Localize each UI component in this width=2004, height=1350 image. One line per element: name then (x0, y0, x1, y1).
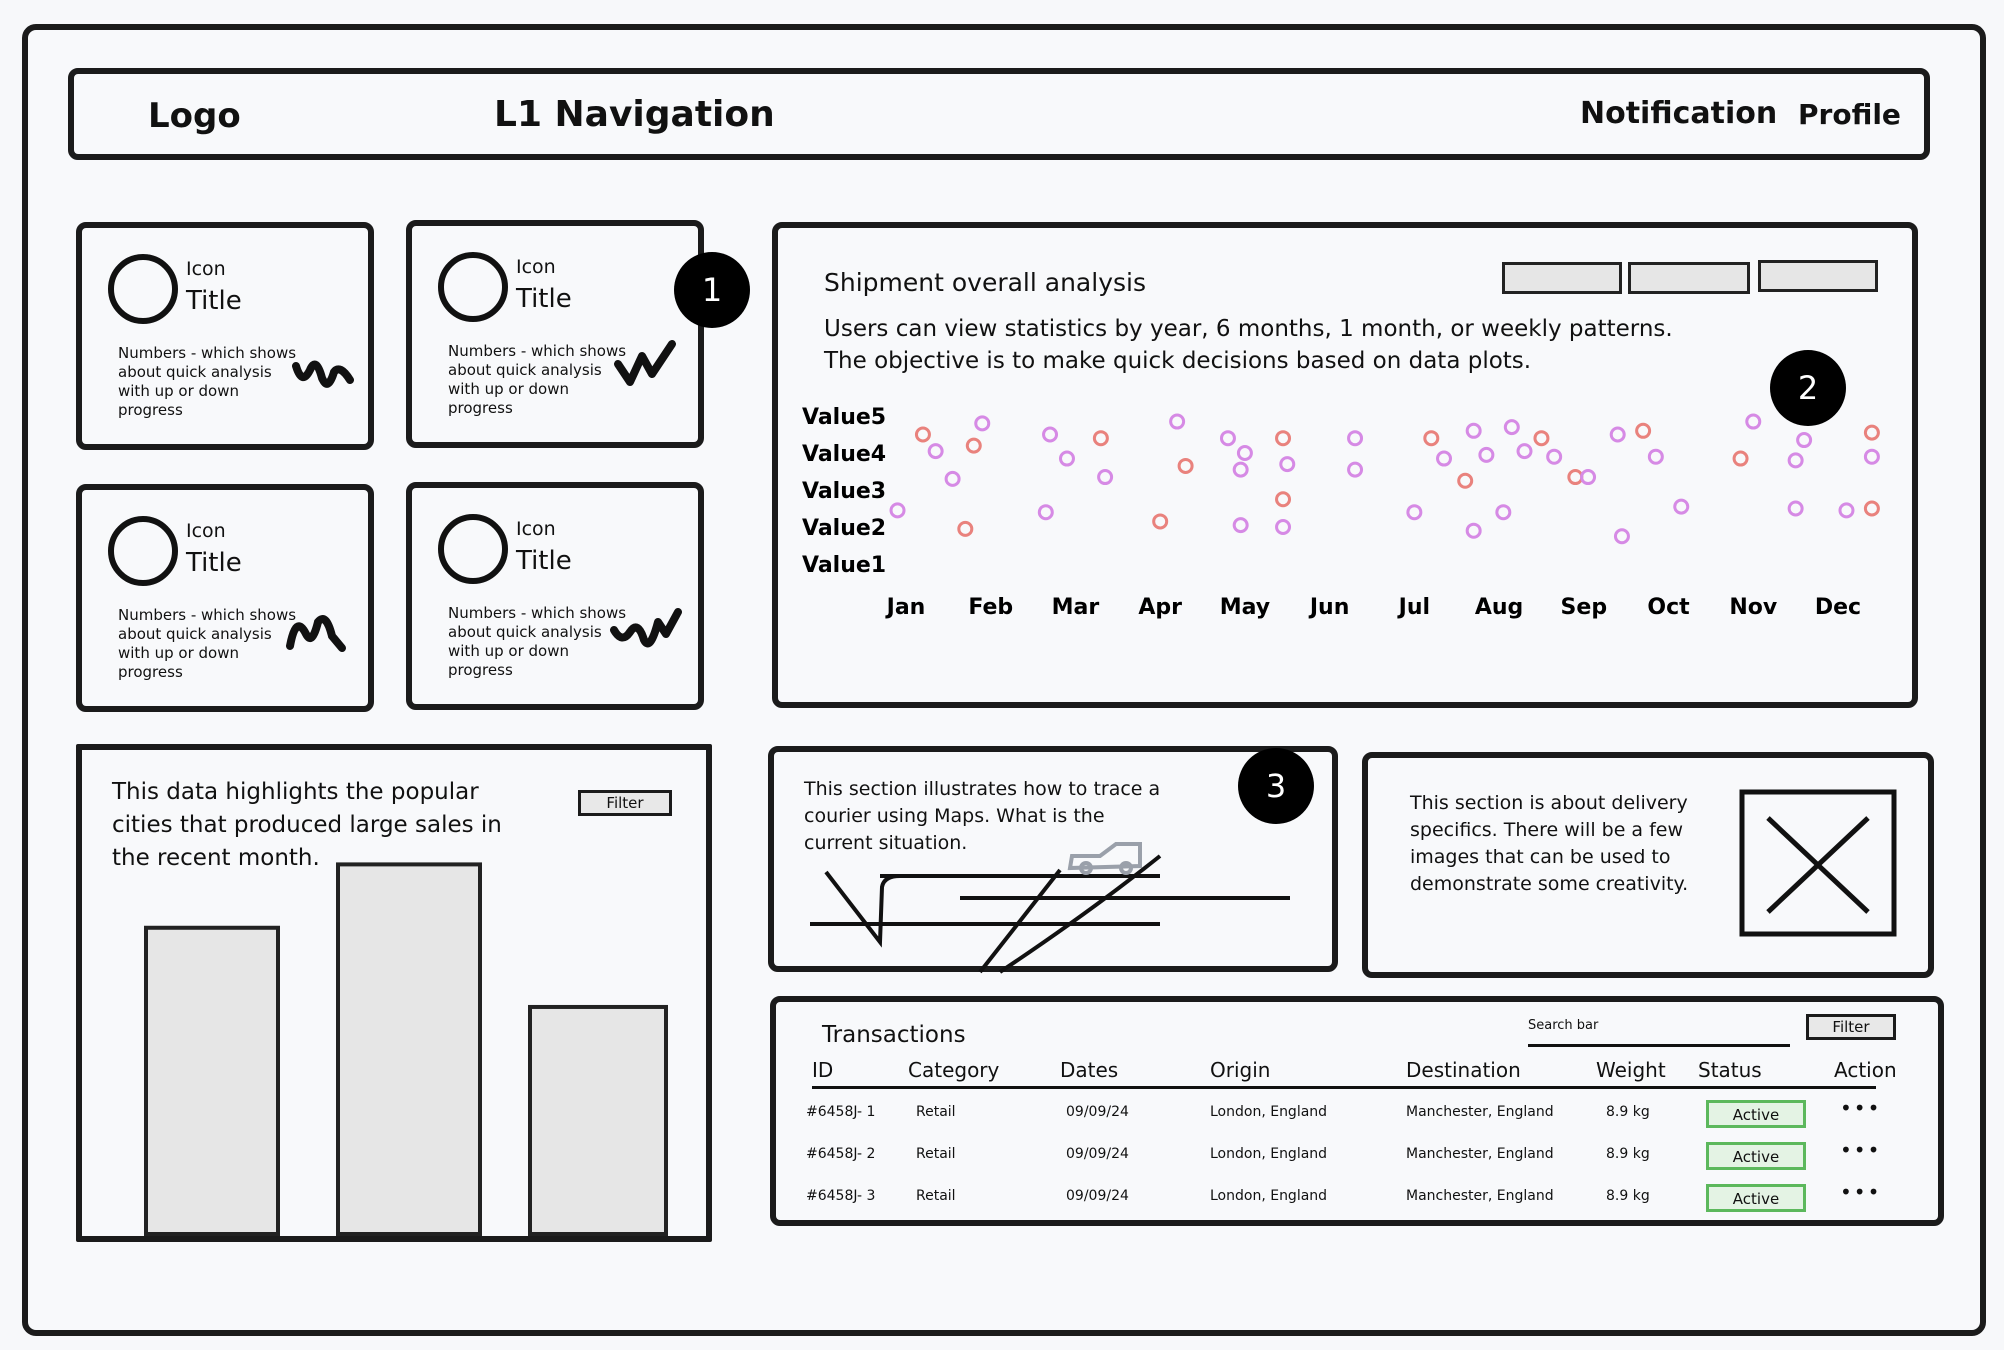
column-header[interactable]: Action (1834, 1058, 1897, 1082)
scatter-point[interactable] (976, 417, 989, 430)
y-tick-label: Value2 (802, 516, 887, 541)
card-icon-circle (438, 252, 508, 322)
table-cell-id: #6458J- 3 (806, 1188, 876, 1204)
card-description: Numbers - which shows about quick analysis with up or down progress (118, 344, 297, 419)
column-header[interactable]: Destination (1406, 1058, 1521, 1082)
delivery-specifics-panel (1362, 752, 1934, 978)
table-cell-category: Retail (916, 1188, 956, 1204)
delivery-description: This section is about delivery specifics. There will be a few images that can be used to demonstrate some creativity. (1410, 792, 1689, 895)
kpi-card[interactable] (406, 482, 704, 710)
scatter-point[interactable] (1438, 452, 1451, 465)
row-action-menu[interactable]: ••• (1840, 1138, 1882, 1162)
card-icon-circle (108, 516, 178, 586)
column-header[interactable]: Status (1698, 1058, 1762, 1082)
scatter-point[interactable] (1060, 452, 1073, 465)
scatter-point[interactable] (1277, 521, 1290, 534)
search-bar-label: Search bar (1528, 1018, 1599, 1033)
transactions-filter-button[interactable]: Filter (1806, 1014, 1896, 1040)
scatter-point[interactable] (1459, 474, 1472, 487)
card-title: Title (516, 284, 572, 314)
period-tab-year[interactable] (1502, 262, 1622, 294)
scatter-point[interactable] (1221, 432, 1234, 445)
scatter-point[interactable] (891, 504, 904, 517)
scatter-point[interactable] (1234, 519, 1247, 532)
scatter-point[interactable] (959, 522, 972, 535)
column-header[interactable]: ID (812, 1058, 834, 1082)
period-tab-6-months[interactable] (1628, 262, 1750, 294)
search-bar[interactable] (1528, 1018, 1790, 1047)
card-icon-label: Icon (186, 520, 226, 542)
shipment-analysis-panel (772, 222, 1918, 708)
city-bar[interactable] (338, 864, 480, 1234)
scatter-point[interactable] (1535, 432, 1548, 445)
table-cell-origin: London, England (1210, 1104, 1328, 1120)
scatter-point[interactable] (1865, 450, 1878, 463)
column-header[interactable]: Origin (1210, 1058, 1271, 1082)
scatter-point[interactable] (1789, 502, 1802, 515)
card-icon-circle (438, 514, 508, 584)
card-icon-label: Icon (186, 258, 226, 280)
trend-up-icon (608, 600, 688, 660)
x-tick-label: Dec (1814, 595, 1862, 620)
analysis-description-line1: Users can view statistics by year, 6 months, 1 month, or weekly patterns. (824, 316, 1673, 342)
profile-link[interactable]: Profile (1798, 98, 1901, 131)
city-bar-chart (82, 750, 706, 1236)
scatter-chart (778, 396, 1908, 696)
x-tick-label: Mar (1051, 595, 1100, 620)
transactions-title: Transactions (822, 1022, 966, 1048)
table-cell-destination: Manchester, England (1406, 1146, 1554, 1162)
scatter-point[interactable] (1179, 459, 1192, 472)
scatter-point[interactable] (1798, 434, 1811, 447)
annotation-badge-1: 1 (674, 252, 750, 328)
image-placeholder-icon (1738, 788, 1902, 940)
x-tick-label: Jun (1309, 595, 1350, 620)
city-filter-button[interactable]: Filter (578, 790, 672, 816)
scatter-point[interactable] (1611, 428, 1624, 441)
scatter-point[interactable] (1840, 504, 1853, 517)
scatter-point[interactable] (1865, 502, 1878, 515)
scatter-point[interactable] (1569, 471, 1582, 484)
card-description: Numbers - which shows about quick analysis with up or down progress (118, 606, 297, 681)
y-tick-label: Value5 (802, 405, 887, 430)
card-title: Title (516, 546, 572, 576)
x-tick-label: Sep (1560, 595, 1608, 620)
table-cell-destination: Manchester, England (1406, 1188, 1554, 1204)
scatter-point[interactable] (1349, 432, 1362, 445)
scatter-point[interactable] (1094, 432, 1107, 445)
analysis-description-line2: The objective is to make quick decisions based on data plots. (824, 348, 1532, 374)
x-tick-label: May (1219, 595, 1271, 620)
x-tick-label: Feb (968, 595, 1014, 620)
table-cell-date: 09/09/24 (1066, 1104, 1129, 1120)
trend-squiggle-icon (288, 348, 358, 398)
scatter-point[interactable] (1425, 432, 1438, 445)
trend-mixed-icon (282, 606, 352, 656)
column-header[interactable]: Category (908, 1058, 1000, 1082)
scatter-point[interactable] (1039, 506, 1052, 519)
card-icon-circle (108, 254, 178, 324)
kpi-card[interactable] (76, 484, 374, 712)
card-description: Numbers - which shows about quick analysis with up or down progress (448, 342, 627, 417)
card-description: Numbers - which shows about quick analysis with up or down progress (448, 604, 627, 679)
table-cell-category: Retail (916, 1146, 956, 1162)
x-tick-label: Aug (1474, 595, 1524, 620)
courier-truck-icon (1070, 844, 1140, 873)
scatter-point[interactable] (1154, 515, 1167, 528)
column-header[interactable]: Dates (1060, 1058, 1119, 1082)
scatter-point[interactable] (1637, 424, 1650, 437)
scatter-point[interactable] (1281, 458, 1294, 471)
scatter-point[interactable] (1734, 452, 1747, 465)
trend-up-icon (612, 334, 682, 394)
analysis-title: Shipment overall analysis (824, 268, 1146, 297)
x-tick-label: Nov (1729, 595, 1778, 620)
scatter-point[interactable] (1467, 524, 1480, 537)
scatter-point[interactable] (929, 445, 942, 458)
transactions-panel (770, 996, 1944, 1226)
x-tick-label: Jul (1398, 595, 1431, 620)
scatter-point[interactable] (1747, 415, 1760, 428)
card-icon-label: Icon (516, 518, 556, 540)
y-tick-label: Value3 (802, 479, 887, 504)
scatter-point[interactable] (1505, 421, 1518, 434)
row-action-menu[interactable]: ••• (1840, 1096, 1882, 1120)
table-cell-date: 09/09/24 (1066, 1146, 1129, 1162)
row-action-menu[interactable]: ••• (1840, 1180, 1882, 1204)
top-nav-bar (68, 68, 1930, 160)
table-cell-date: 09/09/24 (1066, 1188, 1129, 1204)
logo[interactable]: Logo (148, 96, 241, 136)
scatter-point[interactable] (1649, 450, 1662, 463)
scatter-point[interactable] (967, 439, 980, 452)
status-badge[interactable]: Active (1706, 1184, 1806, 1212)
scatter-point[interactable] (1615, 530, 1628, 543)
scatter-point[interactable] (1277, 432, 1290, 445)
map-description: This section illustrates how to trace a courier using Maps. What is the current situation. (804, 778, 1161, 854)
scatter-point[interactable] (1238, 447, 1251, 460)
x-tick-label: Apr (1138, 595, 1182, 620)
city-bar[interactable] (530, 1007, 666, 1234)
table-cell-destination: Manchester, England (1406, 1104, 1554, 1120)
x-tick-label: Jan (886, 595, 926, 620)
table-cell-weight: 8.9 kg (1606, 1104, 1650, 1120)
scatter-point[interactable] (1480, 448, 1493, 461)
scatter-point[interactable] (946, 472, 959, 485)
scatter-point[interactable] (1582, 471, 1595, 484)
annotation-badge-2: 2 (1770, 350, 1846, 426)
scatter-point[interactable] (1234, 463, 1247, 476)
table-cell-origin: London, England (1210, 1146, 1328, 1162)
scatter-point[interactable] (1277, 493, 1290, 506)
notification-link[interactable]: Notification (1580, 96, 1778, 131)
status-badge[interactable]: Active (1706, 1142, 1806, 1170)
scatter-point[interactable] (1099, 471, 1112, 484)
scatter-point[interactable] (1675, 500, 1688, 513)
city-bar[interactable] (146, 928, 278, 1234)
scatter-point[interactable] (1518, 445, 1531, 458)
scatter-point[interactable] (1865, 426, 1878, 439)
card-title: Title (186, 286, 242, 316)
scatter-point[interactable] (1789, 454, 1802, 467)
table-cell-weight: 8.9 kg (1606, 1146, 1650, 1162)
scatter-point[interactable] (1467, 424, 1480, 437)
table-cell-id: #6458J- 2 (806, 1146, 876, 1162)
scatter-point[interactable] (1548, 450, 1561, 463)
scatter-point[interactable] (916, 428, 929, 441)
scatter-point[interactable] (1408, 506, 1421, 519)
table-cell-weight: 8.9 kg (1606, 1188, 1650, 1204)
l1-navigation[interactable]: L1 Navigation (494, 94, 775, 135)
column-header[interactable]: Weight (1596, 1058, 1666, 1082)
annotation-badge-3: 3 (1238, 748, 1314, 824)
scatter-point[interactable] (1044, 428, 1057, 441)
header-divider (812, 1086, 1876, 1089)
table-cell-origin: London, England (1210, 1188, 1328, 1204)
scatter-point[interactable] (1497, 506, 1510, 519)
scatter-point[interactable] (1349, 463, 1362, 476)
y-tick-label: Value1 (802, 553, 887, 578)
table-cell-id: #6458J- 1 (806, 1104, 876, 1120)
y-tick-label: Value4 (802, 442, 887, 467)
popular-cities-text: This data highlights the popular cities that produced large sales in the recent month. (112, 779, 502, 871)
x-tick-label: Oct (1647, 595, 1690, 620)
kpi-card[interactable] (406, 220, 704, 448)
card-title: Title (186, 548, 242, 578)
map-sketch[interactable] (810, 842, 1330, 982)
scatter-point[interactable] (1171, 415, 1184, 428)
period-tab-month[interactable] (1758, 260, 1878, 292)
popular-cities-panel (76, 744, 712, 1242)
card-icon-label: Icon (516, 256, 556, 278)
kpi-card[interactable] (76, 222, 374, 450)
table-cell-category: Retail (916, 1104, 956, 1120)
status-badge[interactable]: Active (1706, 1100, 1806, 1128)
